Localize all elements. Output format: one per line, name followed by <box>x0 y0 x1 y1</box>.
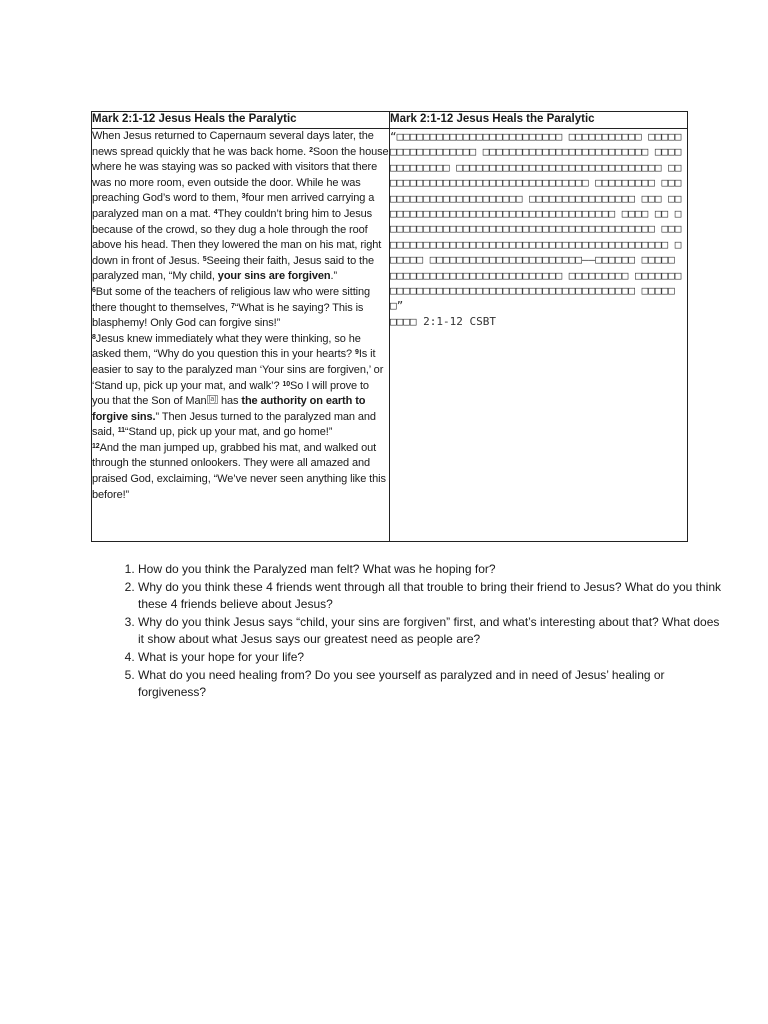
verse-9-number: 9 <box>355 349 359 357</box>
verse-10-end: ” Then Jesus turned to the paralyzed man and said, <box>92 410 376 439</box>
left-column-header: Mark 2:1-12 Jesus Heals the Paralytic <box>92 112 390 129</box>
discussion-questions-list <box>100 561 728 702</box>
table-body-row <box>92 129 688 542</box>
verse-4-number: 4 <box>213 208 218 216</box>
question-item: 3. Why do you think Jesus says “child, your sins are forgiven” first, and what’s interesting about that? What does it show about what Jesus says our greatest need as people are? <box>138 614 728 648</box>
verse-12-text: And the man jumped up, grabbed his mat, and walked out through the stunned onlookers. They were all amazed and praised God, exclaiming, “We’ve never seen anything like this before!” <box>92 441 386 501</box>
verse-3-number: 3 <box>241 193 246 201</box>
question-item: 5. What do you need healing from? Do you see yourself as paralyzed and in need of Jesus’ healing or forgiveness? <box>138 667 728 701</box>
verse-11-number: 11 <box>117 427 125 435</box>
verse-2-number: 2 <box>309 146 313 154</box>
verse-7-text: “What is he saying? This is blasphemy! Only God can forgive sins!” <box>92 301 364 330</box>
verse-5-end: .” <box>330 270 338 283</box>
footnote-marker[interactable]: [a] <box>208 396 216 404</box>
verse-5-bold-text: your sins are forgiven <box>217 270 331 283</box>
verse-12-number: 12 <box>92 442 100 450</box>
passage-comparison-table <box>91 111 688 542</box>
verse-11-text: “Stand up, pick up your mat, and go home!” <box>124 426 333 439</box>
verse-5-number: 5 <box>202 255 207 263</box>
translated-passage-text: “□□□□□□□□□□□□□□□□□□□□□□□□□ □□□□□□□□□□□ □□□□□□□□□□□□□□□□□□ □□□□□□□□□□□□□□□□□□□□□□□□□ □□□□□□□□□□□□□ □□□□□□□□□□□□□□□□□□□□□□□□□□□□□□□ □□□□□□□□□□□□□□□□□□□□□□□□□□□□□□□□ □□□□□□□□□ □□□□□□□□□□□□□□□□□□□□□□□ □□□□□□□□□□□□□□□□ □□□ □□□□□□□□□□□□□□□□□□□□□□□□□□□□□□□□□□□□ □□□□ □□ □□□□□□□□□□□□□□□□□□□□□□□□□□□□□□□□□□□□□□□□□ □□□□□□□□□□□□□□□□□□□□□□□□□□□□□□□□□□□□□□□□□□□□□ □□□□□□ □□□□□□□□□□□□□□□□□□□□□□□——□□□□□□ □□□□□ □□□□□□□□□□□□□□□□□□□□□□□□□□ □□□□□□□□□ □□□□□□□□□□□□□□□□□□□□□□□□□□□□□□□□□□□□□□□□□□□□ □□□□□□” <box>390 130 682 313</box>
verse-2-text: Soon the house where he was staying was so packed with visitors that there was no more room, even outside the door. While he was preaching God’s word to them, <box>92 145 389 205</box>
verse-8-text: Jesus knew immediately what they were thinking, so he asked them, “Why do you question this in your hearts? <box>92 332 361 361</box>
verse-8-number: 8 <box>92 333 96 341</box>
verse-5-text: Seeing their faith, Jesus said to the paralyzed man, “My child, <box>92 254 375 283</box>
verse-6-number: 6 <box>92 286 96 294</box>
translated-passage-reference: □□□□ 2:1-12 CSBT <box>390 314 496 328</box>
right-column-header: Mark 2:1-12 Jesus Heals the Paralytic <box>390 112 688 129</box>
verse-10-number: 10 <box>282 380 291 388</box>
verse-3-text: four men arrived carrying a paralyzed man on a mat. <box>92 192 375 220</box>
verse-4-text: They couldn’t bring him to Jesus because of the crowd, so they dug a hole through the roof above his head. Then they lowered the man on his mat, right down in front of Jesus. <box>92 207 382 267</box>
table-header-row <box>92 112 688 129</box>
english-passage <box>92 129 390 542</box>
verse-1-text: When Jesus returned to Capernaum several days later, the news spread quickly that he was back home. <box>92 130 374 158</box>
verse-9-text: Is it easier to say to the paralyzed man ‘Your sins are forgiven,’ or ‘Stand up, pick up your mat, and walk’? <box>92 348 384 392</box>
verse-10-bold-text: the authority on earth to forgive sins. <box>92 395 366 423</box>
verse-7-number: 7 <box>230 302 235 310</box>
verse-10-text: So I will prove to you that the Son of Man <box>92 379 369 408</box>
verse-10-has: has <box>220 395 239 408</box>
question-item: 1. How do you think the Paralyzed man felt? What was he hoping for? <box>138 561 728 578</box>
question-item: 4. What is your hope for your life? <box>138 649 728 666</box>
question-item: 2. Why do you think these 4 friends went through all that trouble to bring their friend to Jesus? What do you think these 4 friends believe about Jesus? <box>138 579 728 613</box>
verse-6-text: But some of the teachers of religious law who were sitting there thought to themselves, <box>92 285 371 314</box>
translated-passage <box>390 129 688 542</box>
